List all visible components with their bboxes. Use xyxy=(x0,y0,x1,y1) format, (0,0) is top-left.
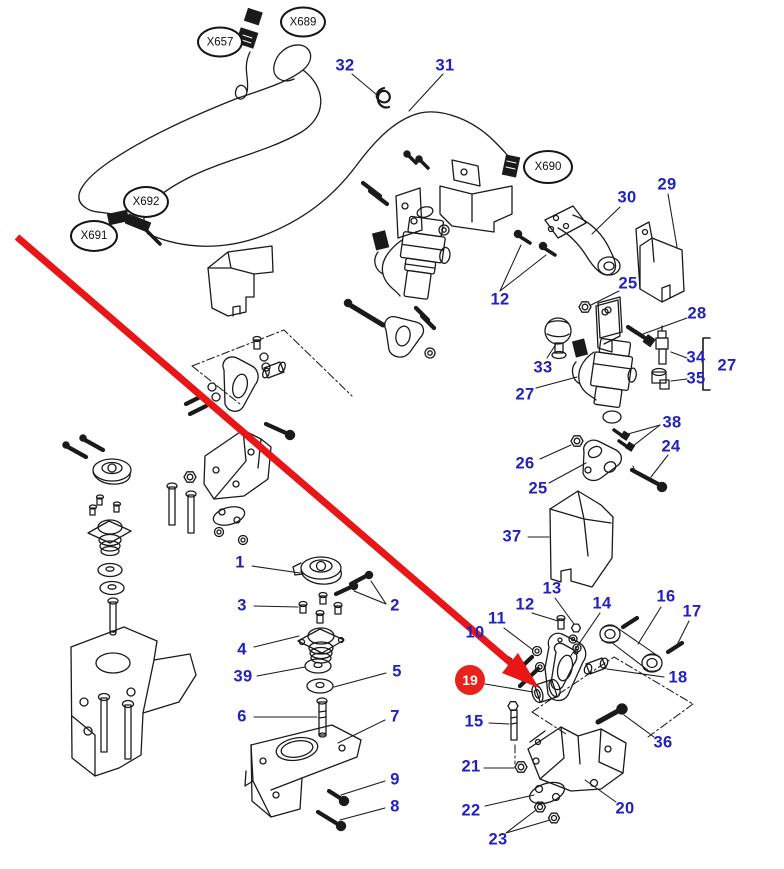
part-label-27-10: 27 xyxy=(717,356,737,375)
part-label-7-38: 7 xyxy=(390,707,400,726)
part-label-25-15: 25 xyxy=(528,479,548,498)
part-label-27-11: 27 xyxy=(515,385,535,404)
connector-label-X691: X691 xyxy=(70,220,118,252)
part-label-18-24: 18 xyxy=(668,668,688,687)
part-label-6-37: 6 xyxy=(237,707,247,726)
part-label-4-34: 4 xyxy=(237,640,247,659)
part-label-3-33: 3 xyxy=(237,596,247,615)
part-label-36-26: 36 xyxy=(653,733,673,752)
part-label-25-4: 25 xyxy=(618,274,638,293)
part-label-26-14: 26 xyxy=(515,454,535,473)
part-label-31-1: 31 xyxy=(435,56,455,75)
part-label-5-36: 5 xyxy=(392,662,402,681)
part-label-37-16: 37 xyxy=(502,527,522,546)
part-label-34-8: 34 xyxy=(686,348,706,367)
part-label-38-12: 38 xyxy=(662,413,682,432)
part-label-8-40: 8 xyxy=(390,797,400,816)
part-label-33-7: 33 xyxy=(533,358,553,377)
part-label-23-30: 23 xyxy=(488,830,508,849)
part-label-10-23: 10 xyxy=(465,623,485,642)
part-label-17-21: 17 xyxy=(682,602,702,621)
part-label-21-27: 21 xyxy=(461,757,481,776)
part-label-2-32: 2 xyxy=(390,596,400,615)
part-label-29-3: 29 xyxy=(657,175,677,194)
part-label-20-29: 20 xyxy=(615,799,635,818)
part-label-35-9: 35 xyxy=(686,369,706,388)
part-label-28-6: 28 xyxy=(687,304,707,323)
part-label-15-25: 15 xyxy=(464,712,484,731)
part-label-30-2: 30 xyxy=(617,188,637,207)
connector-label-X657: X657 xyxy=(197,27,243,58)
part-label-13-17: 13 xyxy=(542,579,562,598)
part-label-39-35: 39 xyxy=(233,667,253,686)
part-label-9-39: 9 xyxy=(390,770,400,789)
part-label-32-0: 32 xyxy=(335,56,355,75)
connector-label-X692: X692 xyxy=(123,186,169,218)
part-label-12-5: 12 xyxy=(490,290,510,309)
highlighted-part-label-19: 19 xyxy=(455,665,485,695)
part-label-11-22: 11 xyxy=(487,609,507,628)
part-label-16-20: 16 xyxy=(656,587,676,606)
connector-label-X690: X690 xyxy=(523,150,573,184)
connector-label-X689: X689 xyxy=(280,7,326,38)
part-label-22-28: 22 xyxy=(461,801,481,820)
part-label-12-18: 12 xyxy=(515,595,535,614)
part-label-14-19: 14 xyxy=(592,594,612,613)
part-label-1-31: 1 xyxy=(235,553,245,572)
part-label-24-13: 24 xyxy=(661,437,681,456)
